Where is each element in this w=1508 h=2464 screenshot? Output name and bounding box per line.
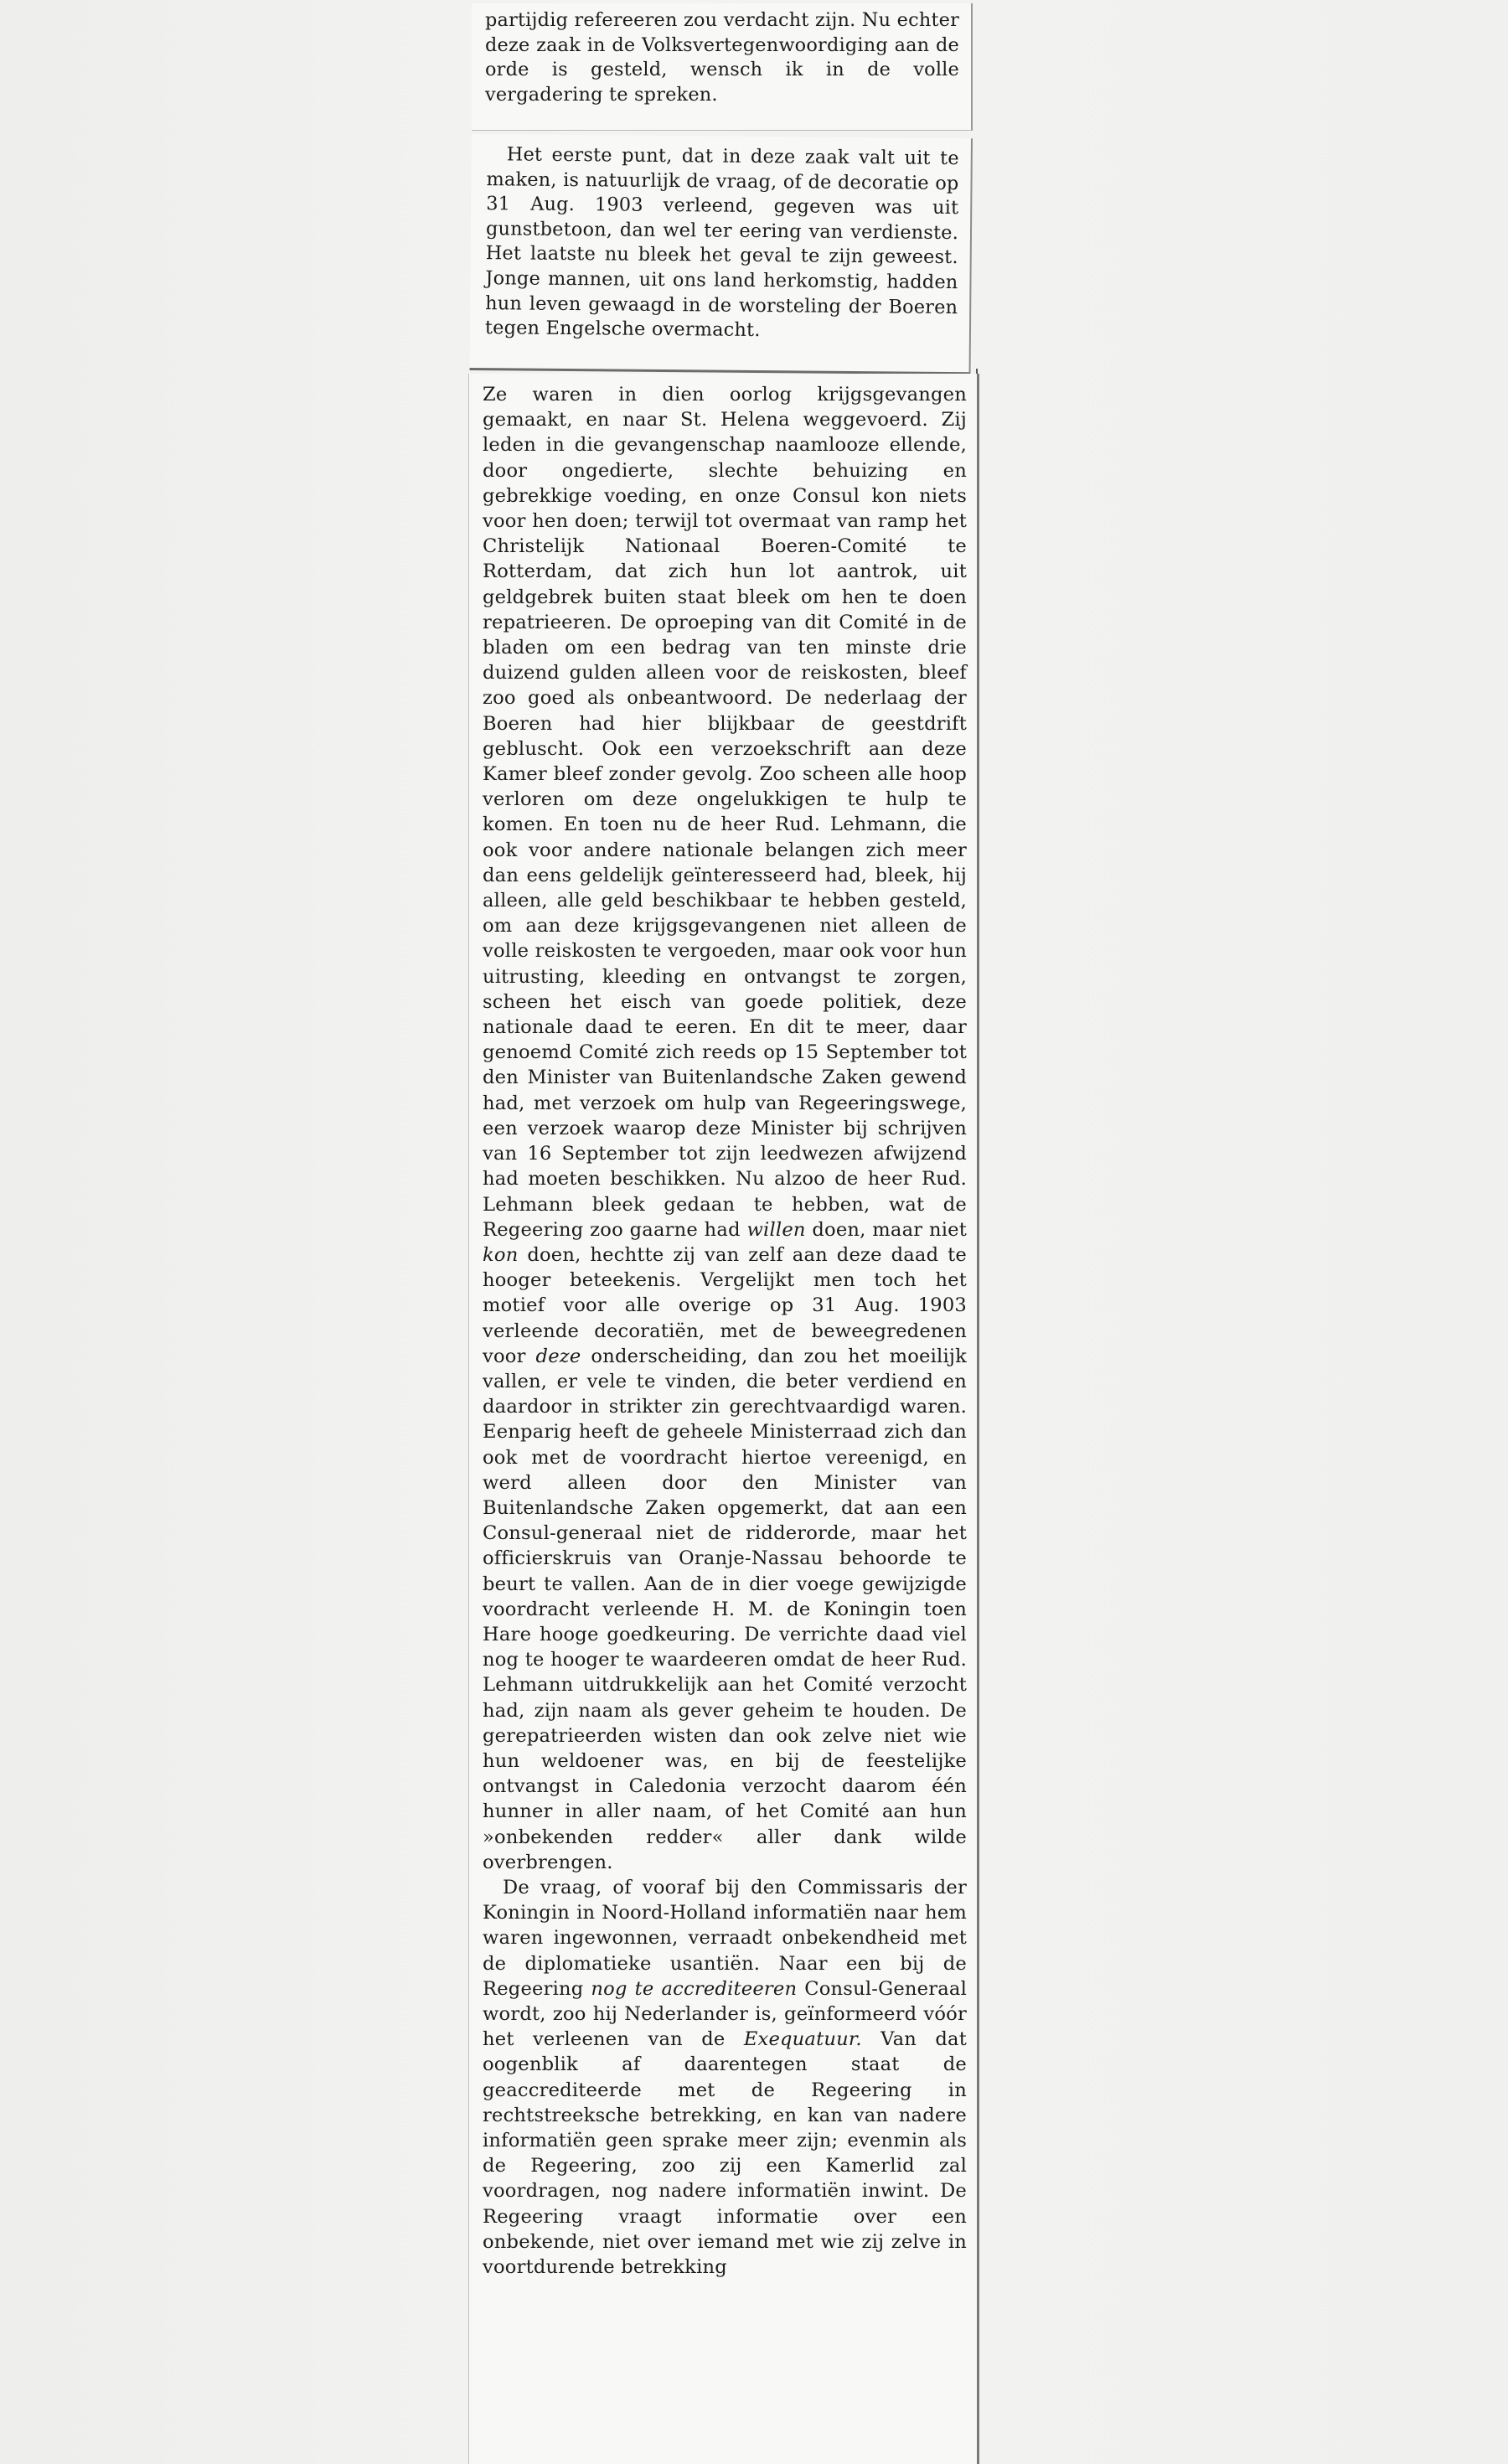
text-run: Van dat oogenblik af daarentegen staat de geaccrediteerde met de Regeering in rechtstreeksche betrekking, en kan van nadere informatiën geen sprake meer zijn; evenmin als de Regeering, zoo zij een Kamerlid zal voordragen, nog nadere informatiën inwint. De Regeering vraagt informatie over een onbekende, niet over iemand met wie zij zelve in voortdurende betrekking [483, 2028, 967, 2279]
emphasis-text: nog te accrediteeren [591, 1977, 798, 2000]
text-run: De vraag, of vooraf bij den Commissaris der Koningin in Noord-Holland informatiën naar hem waren ingewonnen, verraadt onbekendheid met de diplomatieke usantiën. Naar een bij de Regeering [483, 1876, 967, 2000]
newspaper-clipping-main [468, 374, 979, 2464]
emphasis-text: kon [483, 1243, 519, 1266]
clipping-paragraph [483, 1875, 967, 2280]
clipping-paragraph: Het eerste punt, dat in deze zaak valt uit te maken, is natuurlijk de vraag, of de decoratie op 31 Aug. 1903 verleend, gegeven was uit gunstbetoon, dan wel ter eering van verdienste. Het laatste nu bleek het geval te zijn geweest. Jonge mannen, uit ons land herkomstig, hadden hun leven gewaagd in de worsteling der Boeren tegen Engelsche overmacht. [484, 143, 959, 342]
text-run: onderscheiding, dan zou het moeilijk vallen, er vele te vinden, die beter verdiend en daardoor in strikter zin gerechtvaardigd waren. Eenparig heeft de geheele Ministerraad zich dan ook met de voordracht hiertoe vereenigd, en werd alleen door den Minister van Buitenlandsche Zaken opgemerkt, dat aan een Consul-generaal niet de ridderorde, maar het officierskruis van Oranje-Nassau behoorde te beurt te vallen. Aan de in dier voege gewijzigde voordracht verleende H. M. de Koningin toen Hare hooge goedkeuring. De verrichte daad viel nog te hooger te waardeeren omdat de heer Rud. Lehmann uitdrukkelijk aan het Comité verzocht had, zijn naam als gever geheim te houden. De gerepatrieerden wisten dan ook zelve niet wie hun weldoener was, en bij de feestelijke ontvangst in Caledonia verzocht daarom één hunner in aller naam, of het Comité aan hun »onbekenden redder« aller dank wilde overbrengen. [483, 1345, 968, 1873]
emphasis-text: willen [746, 1218, 806, 1241]
text-run: doen, hechtte zij van zelf aan deze daad te hooger beteekenis. Vergelijkt men toch het motief voor alle overige op 31 Aug. 1903 verleende decoratiën, met de beweegredenen voor [483, 1243, 967, 1367]
text-run: doen, maar niet [805, 1218, 968, 1241]
emphasis-text: Exequatuur. [743, 2028, 862, 2051]
newspaper-clipping-middle [470, 134, 973, 375]
clipping-paragraph: partijdig refereeren zou verdacht zijn. Nu echter deze zaak in de Volksvertegenwoordiging aan de orde is gesteld, wensch ik in de volle vergadering te spreken. [485, 9, 959, 106]
newspaper-clipping-top [472, 3, 973, 131]
text-run: Consul-Generaal wordt, zoo hij Nederlander is, geïnformeerd vóór het verleenen van de [483, 1977, 967, 2051]
text-run: Ze waren in dien oorlog krijgsgevangen gemaakt, en naar St. Helena weggevoerd. Zij leden in die gevangenschap naamlooze ellende, door ongedierte, slechte behuizing en gebrekkige voeding, en onze Consul kon niets voor hen doen; terwijl tot overmaat van ramp het Christelijk Nationaal Boeren-Comité te Rotterdam, dat zich hun lot aantrok, uit geldgebrek buiten staat bleek om hen te doen repatrieeren. De oproeping van dit Comité in de bladen om een bedrag van ten minste drie duizend gulden alleen voor de reiskosten, bleef zoo goed als onbeantwoord. De nederlaag der Boeren had hier blijkbaar de geestdrift gebluscht. Ook een verzoekschrift aan deze Kamer bleef zonder gevolg. Zoo scheen alle hoop verloren om deze ongelukkigen te hulp te komen. En toen nu de heer Rud. Lehmann, die ook voor andere nationale belangen zich meer dan eens geldelijk geïnteresseerd had, bleek, hij alleen, alle geld beschikbaar te hebben gesteld, om aan deze krijgsgevangenen niet alleen de volle reiskosten te vergoeden, maar ook voor hun uitrusting, kleeding en ontvangst te zorgen, scheen het eisch van goede politiek, deze nationale daad te eeren. En dit te meer, daar genoemd Comité zich reeds op 15 September tot den Minister van Buitenlandsche Zaken gewend had, met verzoek om hulp van Regeeringswege, een verzoek waarop deze Minister bij schrijven van 16 September tot zijn leedwezen afwijzend had moeten beschikken. Nu alzoo de heer Rud. Lehmann bleek gedaan te hebben, wat de Regeering zoo gaarne had [483, 384, 967, 1241]
emphasis-text: deze [535, 1345, 581, 1367]
clipping-paragraph [483, 382, 967, 1875]
